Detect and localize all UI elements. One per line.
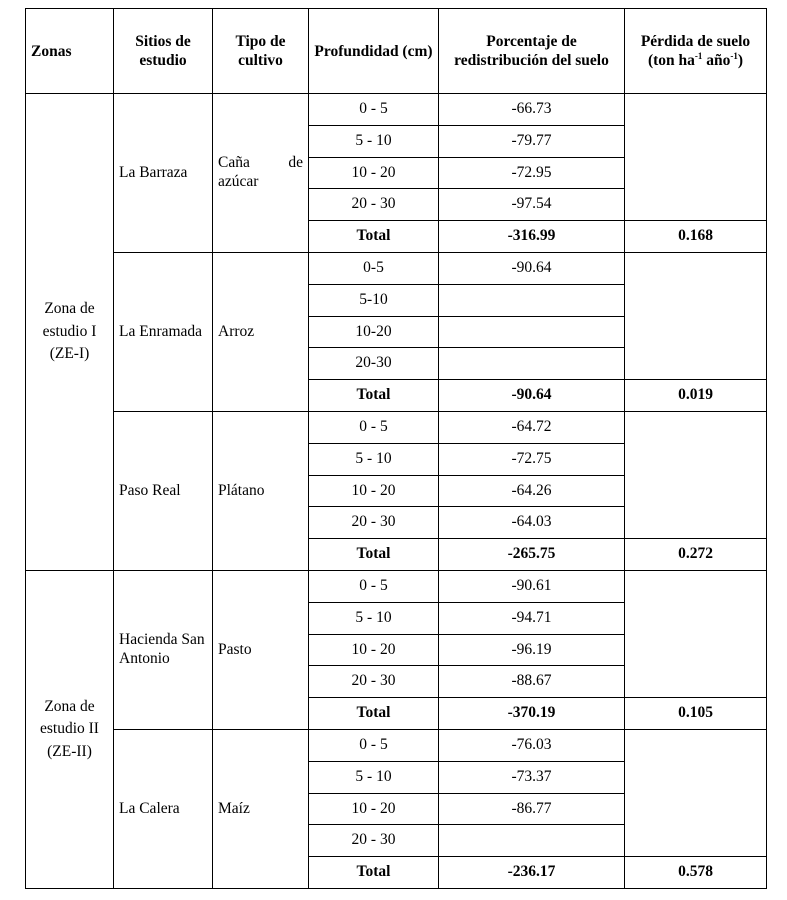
depth-cell: 0 - 5 <box>309 411 439 443</box>
header-porcentaje: Porcentaje de redistribución del suelo <box>439 9 625 94</box>
header-profundidad: Profundidad (cm) <box>309 9 439 94</box>
zone-label-line2: estudio I <box>42 322 97 340</box>
percentage-cell: -79.77 <box>439 125 625 157</box>
crop-type: Maíz <box>213 729 309 888</box>
depth-cell: 0-5 <box>309 252 439 284</box>
percentage-cell: -64.72 <box>439 411 625 443</box>
loss-empty-cell <box>625 252 767 379</box>
depth-cell: 5 - 10 <box>309 761 439 793</box>
crop-type: Pasto <box>213 570 309 729</box>
table-container <box>25 8 767 889</box>
soil-loss-value: 0.578 <box>625 857 767 889</box>
header-row <box>26 9 767 94</box>
percentage-cell: -66.73 <box>439 94 625 126</box>
total-percentage: -265.75 <box>439 539 625 571</box>
zone-label-line3: (ZE-I) <box>49 345 90 363</box>
total-label: Total <box>309 221 439 253</box>
depth-cell: 5 - 10 <box>309 443 439 475</box>
percentage-cell: -97.54 <box>439 189 625 221</box>
loss-empty-cell <box>625 729 767 856</box>
total-percentage: -236.17 <box>439 857 625 889</box>
header-perdida-unit <box>648 52 743 69</box>
total-percentage: -90.64 <box>439 380 625 412</box>
loss-empty-cell <box>625 411 767 538</box>
header-sitios: Sitios de estudio <box>114 9 213 94</box>
header-zonas: Zonas <box>26 9 114 94</box>
total-percentage: -316.99 <box>439 221 625 253</box>
percentage-cell: -96.19 <box>439 634 625 666</box>
depth-cell: 0 - 5 <box>309 570 439 602</box>
depth-cell: 5 - 10 <box>309 125 439 157</box>
percentage-cell: -64.03 <box>439 507 625 539</box>
site-name: Paso Real <box>114 411 213 570</box>
soil-loss-value: 0.272 <box>625 539 767 571</box>
unit-ton: (ton ha <box>647 52 695 69</box>
table-row <box>26 411 767 443</box>
site-name: La Enramada <box>114 252 213 411</box>
table-row <box>26 94 767 126</box>
loss-empty-cell <box>625 570 767 697</box>
unit-ano: año <box>702 52 731 69</box>
total-label: Total <box>309 539 439 571</box>
soil-loss-value: 0.105 <box>625 698 767 730</box>
depth-cell: 10 - 20 <box>309 634 439 666</box>
total-percentage: -370.19 <box>439 698 625 730</box>
table-body <box>26 94 767 889</box>
depth-cell: 20 - 30 <box>309 507 439 539</box>
depth-cell: 20-30 <box>309 348 439 380</box>
table-row <box>26 570 767 602</box>
crop-type: Plátano <box>213 411 309 570</box>
depth-cell: 10-20 <box>309 316 439 348</box>
percentage-cell: -72.95 <box>439 157 625 189</box>
percentage-cell: -64.26 <box>439 475 625 507</box>
unit-close: ) <box>737 52 744 69</box>
percentage-cell: -94.71 <box>439 602 625 634</box>
depth-cell: 20 - 30 <box>309 666 439 698</box>
percentage-cell: -90.61 <box>439 570 625 602</box>
table-row <box>26 252 767 284</box>
percentage-cell <box>439 348 625 380</box>
site-name: La Barraza <box>114 94 213 253</box>
zone-label-line3: (ZE-II) <box>47 742 92 760</box>
zone-cell <box>26 570 114 888</box>
percentage-cell: -88.67 <box>439 666 625 698</box>
percentage-cell <box>439 825 625 857</box>
zone-label-line1: Zona de <box>44 300 95 318</box>
header-perdida <box>625 9 767 94</box>
depth-cell: 0 - 5 <box>309 94 439 126</box>
header-tipo: Tipo de cultivo <box>213 9 309 94</box>
table-row <box>26 729 767 761</box>
total-label: Total <box>309 857 439 889</box>
percentage-cell: -73.37 <box>439 761 625 793</box>
depth-cell: 10 - 20 <box>309 793 439 825</box>
crop-type: Arroz <box>213 252 309 411</box>
unit-sup-2: -1 <box>730 51 738 61</box>
percentage-cell: -72.75 <box>439 443 625 475</box>
depth-cell: 5-10 <box>309 284 439 316</box>
zone-cell <box>26 94 114 571</box>
depth-cell: 10 - 20 <box>309 157 439 189</box>
soil-loss-value: 0.168 <box>625 221 767 253</box>
percentage-cell: -90.64 <box>439 252 625 284</box>
depth-cell: 0 - 5 <box>309 729 439 761</box>
soil-redistribution-table <box>25 8 767 889</box>
unit-sup-1: -1 <box>694 51 703 61</box>
depth-cell: 5 - 10 <box>309 602 439 634</box>
soil-loss-value: 0.019 <box>625 380 767 412</box>
crop-type: Caña de azúcar <box>213 94 309 253</box>
percentage-cell <box>439 284 625 316</box>
depth-cell: 20 - 30 <box>309 189 439 221</box>
total-label: Total <box>309 380 439 412</box>
percentage-cell <box>439 316 625 348</box>
total-label: Total <box>309 698 439 730</box>
percentage-cell: -86.77 <box>439 793 625 825</box>
site-name: Hacienda San Antonio <box>114 570 213 729</box>
site-name: La Calera <box>114 729 213 888</box>
depth-cell: 20 - 30 <box>309 825 439 857</box>
percentage-cell: -76.03 <box>439 729 625 761</box>
zone-label-line1: Zona de <box>44 697 95 715</box>
zone-label-line2: estudio II <box>40 720 99 738</box>
header-perdida-main: Pérdida de suelo <box>640 33 751 51</box>
depth-cell: 10 - 20 <box>309 475 439 507</box>
loss-empty-cell <box>625 94 767 221</box>
